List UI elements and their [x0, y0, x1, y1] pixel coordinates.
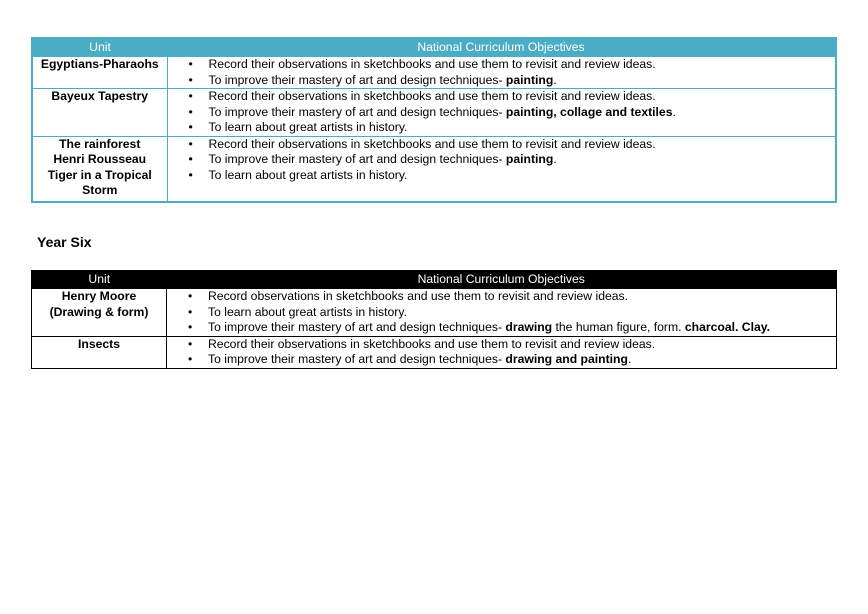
objectives-cell — [167, 336, 837, 368]
objective-item: • Record their observations in sketchbooks and use them to revisit and review ideas. — [188, 336, 656, 351]
bullet-icon: • — [188, 352, 193, 366]
bullet-icon: • — [188, 104, 193, 119]
unit-name: Insects — [32, 336, 167, 368]
objectives-column-header: National Curriculum Objectives — [167, 271, 837, 289]
objectives-list — [167, 337, 836, 368]
unit-column-header: Unit — [32, 271, 167, 289]
objective-item: • Record their observations in sketchbooks and use them to revisit and review ideas. — [188, 89, 656, 103]
objective-item: • To learn about great artists in history. — [188, 167, 408, 182]
table-row — [32, 57, 836, 89]
bullet-icon: • — [188, 72, 193, 87]
bullet-icon: • — [188, 152, 193, 166]
objective-item: • To improve their mastery of art and design techniques- drawing and painting. — [188, 352, 632, 366]
objective-item: • To improve their mastery of art and design techniques- drawing the human figure, form. charcoal. Clay. — [188, 320, 771, 334]
table-row — [32, 336, 837, 368]
bullet-icon: • — [188, 304, 193, 319]
objective-item: • To improve their mastery of art and design techniques- painting. — [188, 72, 557, 87]
unit-name: Egyptians-Pharaohs — [32, 57, 167, 89]
year-six-heading: Year Six — [37, 234, 92, 250]
table-header-row — [32, 271, 837, 289]
bullet-icon: • — [188, 320, 193, 334]
objectives-cell — [167, 57, 836, 89]
objective-item: • To improve their mastery of art and design techniques- painting. — [188, 152, 557, 166]
unit-name: Henry Moore (Drawing & form) — [32, 289, 167, 337]
bullet-icon: • — [188, 167, 193, 182]
bullet-icon: • — [188, 289, 193, 303]
objectives-column-header: National Curriculum Objectives — [167, 38, 836, 57]
table-row — [32, 289, 837, 337]
unit-column-header: Unit — [32, 38, 167, 57]
objective-item: • To learn about great artists in history. — [188, 304, 407, 319]
objective-item: • Record their observations in sketchbooks and use them to revisit and review ideas. — [188, 57, 656, 71]
table-row — [32, 136, 836, 202]
year-six-curriculum-table — [31, 270, 837, 369]
table-header-row — [32, 38, 836, 57]
objectives-cell — [167, 136, 836, 202]
bullet-icon: • — [188, 136, 193, 151]
year-five-curriculum-table — [31, 37, 837, 203]
objective-item: • To learn about great artists in history. — [188, 120, 408, 134]
objectives-cell — [167, 89, 836, 137]
unit-name: The rainforest Henri Rousseau Tiger in a Tropical Storm — [32, 136, 167, 202]
bullet-icon: • — [188, 336, 193, 351]
objectives-cell — [167, 289, 837, 337]
unit-name: Bayeux Tapestry — [32, 89, 167, 137]
objectives-list — [168, 137, 836, 184]
bullet-icon: • — [188, 57, 193, 71]
objectives-list — [168, 57, 836, 88]
objective-item: • Record their observations in sketchbooks and use them to revisit and review ideas. — [188, 136, 656, 151]
bullet-icon: • — [188, 120, 193, 134]
objectives-list — [167, 289, 836, 336]
objective-item: • Record observations in sketchbooks and use them to revisit and review ideas. — [188, 289, 629, 303]
bullet-icon: • — [188, 89, 193, 103]
objective-item: • To improve their mastery of art and design techniques- painting, collage and textiles. — [188, 104, 676, 119]
objectives-list — [168, 89, 836, 136]
table-row — [32, 89, 836, 137]
